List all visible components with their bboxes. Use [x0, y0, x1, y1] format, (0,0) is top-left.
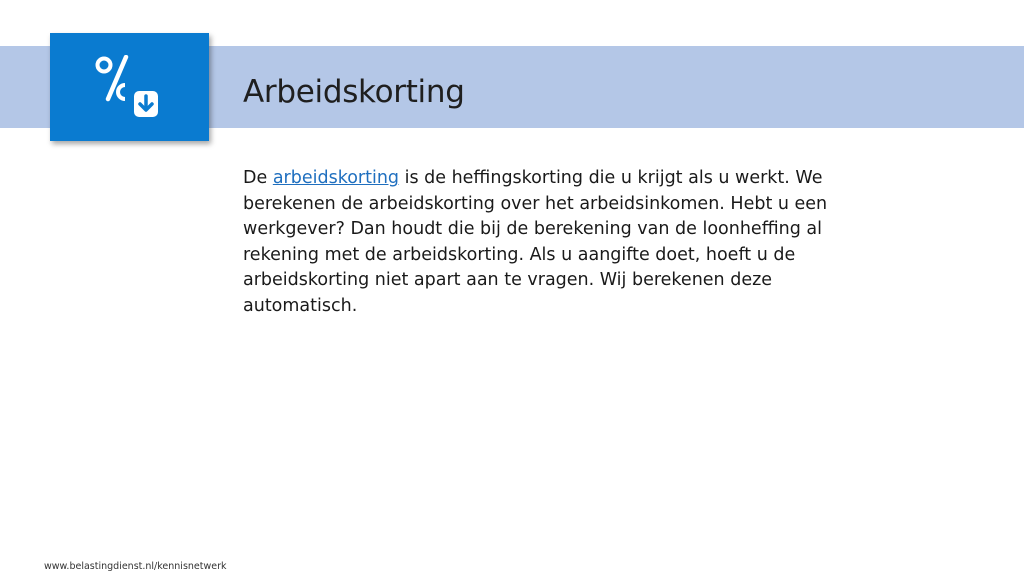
- slide-title: Arbeidskorting: [243, 74, 465, 110]
- body-text-prefix: De: [243, 168, 273, 188]
- body-text-suffix: is de heffingskorting die u krijgt als u werkt. We berekenen de arbeidskorting over het arbeidsinkomen. Hebt u een werkgever? Dan houdt die bij de berekening van de loonheffing al rekening met de arbeidskorting. Als u aangifte doet, hoeft u de arbeidskorting niet apart aan te vragen. Wij berekenen deze automatisch.: [243, 168, 828, 316]
- footer-url: www.belastingdienst.nl/kennisnetwerk: [44, 561, 227, 572]
- body-paragraph: [243, 166, 843, 320]
- icon-tile: [50, 33, 209, 141]
- arbeidskorting-link[interactable]: arbeidskorting: [272, 168, 400, 188]
- percent-download-icon: [94, 55, 166, 121]
